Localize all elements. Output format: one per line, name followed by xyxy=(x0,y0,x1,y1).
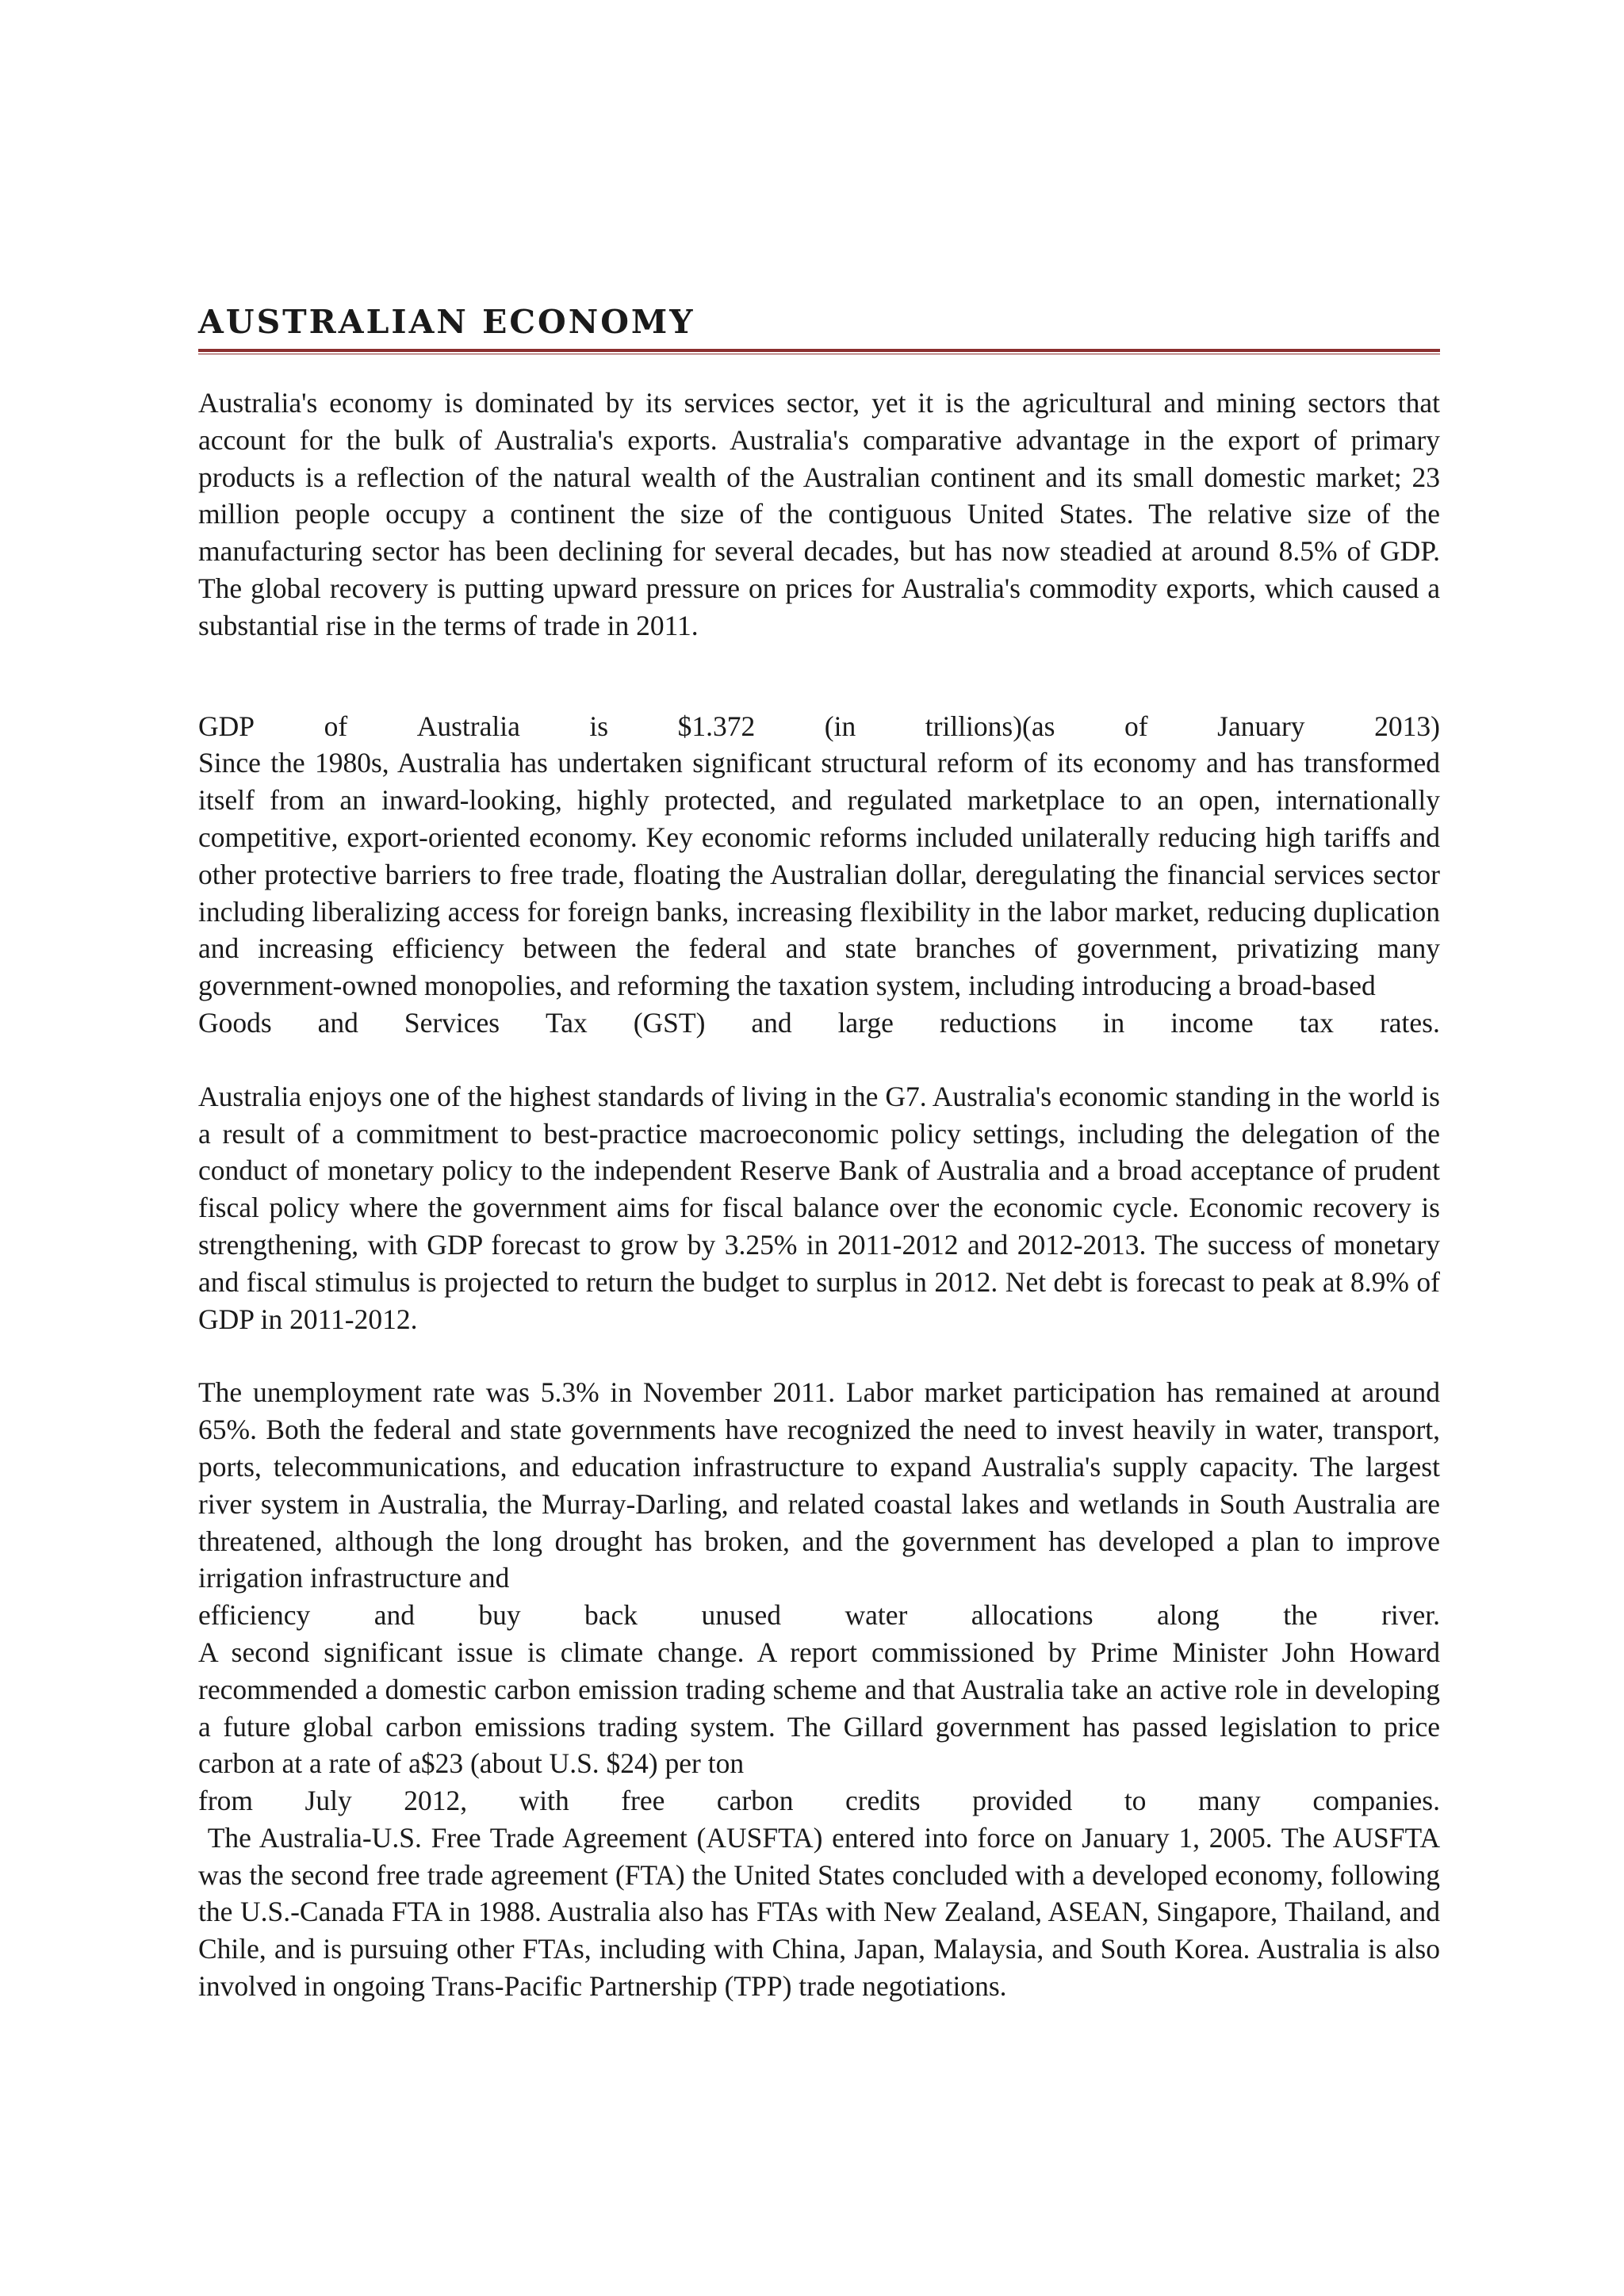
paragraph-living-standards: Australia enjoys one of the highest standards of living in the G7. Australia's economic standing in the world is a result of a commitment to best-practice macroeconomic policy settings, including the delegation of the conduct of monetary policy to the independent Reserve Bank of Australia and a broad acceptance of prudent fiscal policy where the government aims for fiscal balance over the economic cycle. Economic recovery is strengthening, with GDP forecast to grow by 3.25% in 2011-2012 and 2012-2013. The success of monetary and fiscal stimulus is projected to return the budget to surplus in 2012. Net debt is forecast to peak at 8.9% of GDP in 2011-2012. xyxy=(198,1080,1440,1335)
paragraph-free-trade: The Australia-U.S. Free Trade Agreement (AUSFTA) entered into force on January 1, 2005. The AUSFTA was the second free trade agreement (FTA) the United States concluded with a developed economy, following the U.S.-Canada FTA in 1988. Australia also has FTAs with New Zealand, ASEAN, Singapore, Thailand, and Chile, and is pursuing other FTAs, including with China, Japan, Malaysia, and South Korea. Australia is also involved in ongoing Trans-Pacific Partnership (TPP) trade negotiations. xyxy=(198,1821,1440,2003)
gdp-word: trillions)(as xyxy=(925,710,1055,742)
word: buy xyxy=(478,1599,521,1632)
paragraph-climate-change: A second significant issue is climate change. A report commissioned by Prime Minister John Howard recommended a domestic carbon emission trading scheme and that Australia take an active role in developing a future global carbon emissions trading system. The Gillard government has passed legislation to price carbon at a rate of a$23 (about U.S. $24) per ton xyxy=(198,1636,1440,1780)
word: tax xyxy=(1299,1006,1335,1039)
gdp-word: $1.372 xyxy=(677,710,756,742)
title-divider xyxy=(198,349,1440,354)
word: Tax xyxy=(546,1006,588,1039)
word: unused xyxy=(701,1599,782,1632)
word: river. xyxy=(1381,1599,1440,1632)
word: July xyxy=(304,1785,352,1817)
gdp-word: GDP xyxy=(198,710,255,742)
word: rates. xyxy=(1379,1006,1440,1039)
paragraph-services-sector: Australia's economy is dominated by its services sector, yet it is the agricultural and mining sectors that account for the bulk of Australia's exports. Australia's comparative advantage in the export of primary products is a reflection of the natural wealth of the Australian continent and its small domestic market; 23 million people occupy a continent the size of the contiguous United States. The relative size of the manufacturing sector has been declining for several decades, but has now steadied at around 8.5% of GDP. The global recovery is putting upward pressure on prices for Australia's commodity exports, which caused a substantial rise in the terms of trade in 2011. xyxy=(198,387,1440,641)
gdp-word: is xyxy=(589,710,609,742)
word: reductions xyxy=(939,1006,1057,1039)
gdp-word: of xyxy=(324,710,348,742)
word: along xyxy=(1156,1599,1220,1632)
paragraph-climate-change-last-line xyxy=(198,1782,1440,1820)
gdp-line xyxy=(198,708,1440,745)
word: free xyxy=(621,1785,665,1817)
word: with xyxy=(519,1785,569,1817)
gdp-word: Australia xyxy=(416,710,520,742)
gdp-word: of xyxy=(1124,710,1148,742)
word: credits xyxy=(845,1785,921,1817)
paragraph-unemployment: The unemployment rate was 5.3% in November 2011. Labor market participation has remained at around 65%. Both the federal and state governments have recognized the need to invest heavily in water, transport, ports, telecommunications, and education infrastructure to expand Australia's supply capacity. The largest river system in Australia, the Murray-Darling, and related coastal lakes and wetlands in South Australia are threatened, although the long drought has broken, and the government has developed a plan to improve irrigation infrastructure and xyxy=(198,1376,1440,1594)
word: income xyxy=(1170,1006,1254,1039)
page-title: AUSTRALIAN ECONOMY xyxy=(198,303,695,341)
word: Services xyxy=(404,1006,500,1039)
word: companies. xyxy=(1312,1785,1440,1817)
word: and xyxy=(751,1006,792,1039)
paragraph-structural-reform: Since the 1980s, Australia has undertaken significant structural reform of its economy and has transformed itself from an inward-looking, highly protected, and regulated marketplace to an open, internationally competitive, export-oriented economy. Key economic reforms included unilaterally reducing high tariffs and other protective barriers to free trade, floating the Australian dollar, deregulating the financial services sector including liberalizing access for foreign banks, increasing flexibility in the labor market, reducing duplication and increasing efficiency between the federal and state branches of government, privatizing many government-owned monopolies, and reforming the taxation system, including introducing a broad-based xyxy=(198,747,1440,1002)
spacer xyxy=(198,1042,1440,1078)
document-page xyxy=(198,301,1440,2005)
word: the xyxy=(1283,1599,1318,1632)
word: carbon xyxy=(716,1785,794,1817)
gdp-word: January xyxy=(1217,710,1305,742)
word: efficiency xyxy=(198,1599,311,1632)
word: many xyxy=(1197,1785,1261,1817)
word: (GST) xyxy=(633,1006,706,1039)
word: from xyxy=(198,1785,254,1817)
gdp-word: 2013) xyxy=(1374,710,1440,742)
word: and xyxy=(317,1006,358,1039)
spacer xyxy=(198,645,1440,708)
word: and xyxy=(373,1599,415,1632)
word: back xyxy=(584,1599,638,1632)
gdp-word: (in xyxy=(824,710,856,742)
spacer xyxy=(198,1337,1440,1374)
word: allocations xyxy=(971,1599,1094,1632)
word: provided xyxy=(972,1785,1073,1817)
word: Goods xyxy=(198,1006,272,1039)
word: 2012, xyxy=(404,1785,468,1817)
paragraph-structural-reform-last-line xyxy=(198,1004,1440,1042)
paragraph-unemployment-last-line xyxy=(198,1597,1440,1634)
word: water xyxy=(845,1599,908,1632)
word: large xyxy=(837,1006,894,1039)
word: to xyxy=(1124,1785,1147,1817)
word: in xyxy=(1102,1006,1125,1039)
